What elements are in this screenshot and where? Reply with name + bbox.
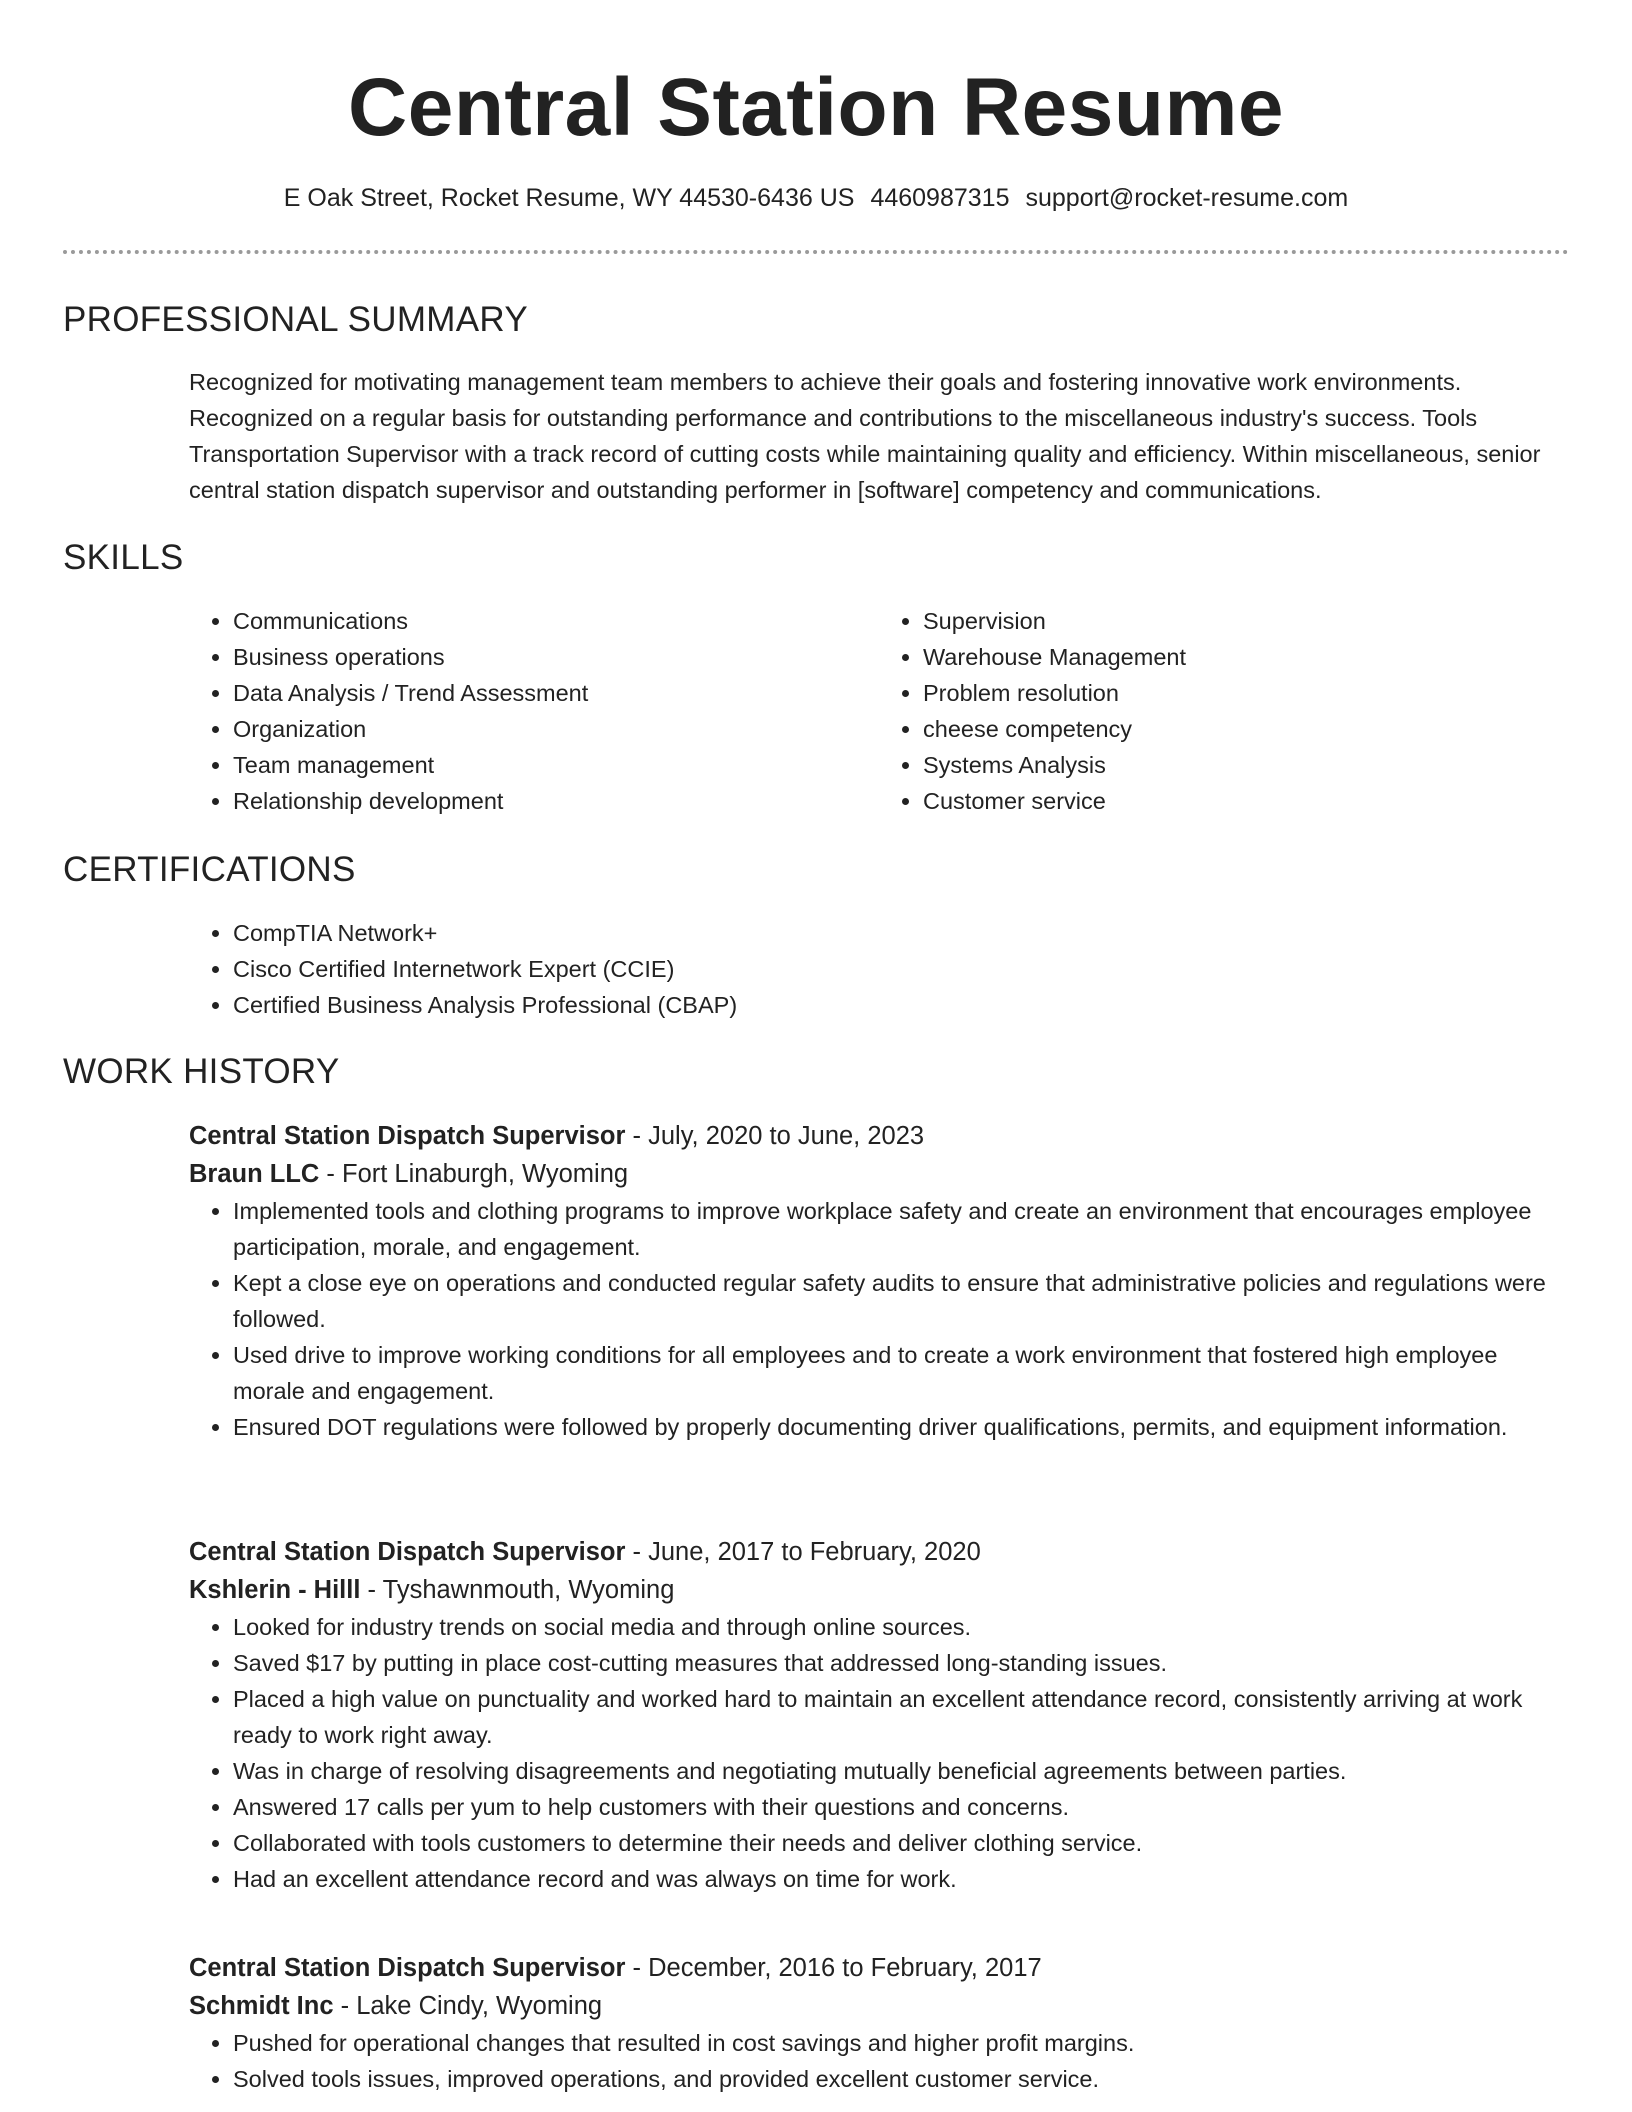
job-title-line (189, 1949, 1569, 1987)
skill-item: • Organization (233, 711, 879, 747)
job-title: Central Station Dispatch Supervisor (189, 1122, 626, 1150)
job-dates: - July, 2020 to June, 2023 (625, 1122, 925, 1150)
job-dates: - December, 2016 to February, 2017 (625, 1954, 1042, 1982)
job-company: Kshlerin - Hilll (189, 1576, 361, 1604)
job-bullet: • Solved tools issues, improved operations, and provided excellent customer service. (233, 2061, 1569, 2097)
job-bullet: • Implemented tools and clothing programs to improve workplace safety and create an environment that encourages employee participation, morale, and engagement. (233, 1193, 1569, 1265)
job-bullets (189, 1193, 1569, 1445)
skills-block (189, 603, 1569, 819)
job-title: Central Station Dispatch Supervisor (189, 1538, 626, 1566)
skills-list-left (189, 603, 879, 819)
job-bullet: • Placed a high value on punctuality and worked hard to maintain an excellent attendance record, consistently arriving at work ready to work right away. (233, 1681, 1569, 1753)
job-bullet: • Had an excellent attendance record and was always on time for work. (233, 1861, 1569, 1897)
summary-text: Recognized for motivating management team members to achieve their goals and fostering innovative work environments. Recognized on a regular basis for outstanding performance and contributions to the miscellaneous industry's success. Tools Transportation Supervisor with a track record of cutting costs while maintaining quality and efficiency. Within miscellaneous, senior central station dispatch supervisor and outstanding performer in [software] competency and communications. (189, 369, 1541, 503)
skill-item: • Business operations (233, 639, 879, 675)
skill-item: • Customer service (923, 783, 1569, 819)
resume-name: Central Station Resume (348, 62, 1284, 153)
skill-item: • Warehouse Management (923, 639, 1569, 675)
job-bullet: • Was in charge of resolving disagreements and negotiating mutually beneficial agreements between parties. (233, 1753, 1569, 1789)
summary-block (189, 364, 1569, 508)
skills-list-right (879, 603, 1569, 819)
job-entry (189, 1533, 1569, 1897)
job-company: Schmidt Inc (189, 1992, 334, 2020)
skill-item: • Team management (233, 747, 879, 783)
job-company-line (189, 1155, 1569, 1193)
skill-item: • Systems Analysis (923, 747, 1569, 783)
job-bullet: • Ensured DOT regulations were followed by properly documenting driver qualifications, permits, and equipment information. (233, 1409, 1569, 1445)
job-bullet: • Pushed for operational changes that resulted in cost savings and higher profit margins. (233, 2025, 1569, 2061)
job-dates: - June, 2017 to February, 2020 (625, 1538, 981, 1566)
certification-item: • Cisco Certified Internetwork Expert (CCIE) (233, 951, 1569, 987)
work-history-heading: WORK HISTORY (63, 1052, 340, 1091)
certifications-heading: CERTIFICATIONS (63, 850, 356, 889)
job-company-line (189, 1571, 1569, 1609)
job-bullet: • Collaborated with tools customers to determine their needs and deliver clothing service. (233, 1825, 1569, 1861)
contact-line (0, 182, 1632, 214)
skill-item: • Communications (233, 603, 879, 639)
contact-email: support@rocket-resume.com (1025, 184, 1349, 212)
job-location: - Lake Cindy, Wyoming (333, 1992, 603, 2020)
certifications-list (189, 915, 1569, 1023)
job-bullet: • Kept a close eye on operations and conducted regular safety audits to ensure that administrative policies and regulations were followed. (233, 1265, 1569, 1337)
job-title-line (189, 1117, 1569, 1155)
certification-item: • CompTIA Network+ (233, 915, 1569, 951)
skill-item: • Data Analysis / Trend Assessment (233, 675, 879, 711)
job-entry (189, 1949, 1569, 2097)
certification-item: • Certified Business Analysis Professional (CBAP) (233, 987, 1569, 1023)
job-location: - Tyshawnmouth, Wyoming (360, 1576, 675, 1604)
job-title-line (189, 1533, 1569, 1571)
job-bullet: • Used drive to improve working conditions for all employees and to create a work environment that fostered high employee morale and engagement. (233, 1337, 1569, 1409)
skill-item: • Problem resolution (923, 675, 1569, 711)
job-entry (189, 1117, 1569, 1445)
job-company-line (189, 1987, 1569, 2025)
certifications-block (189, 915, 1569, 1023)
skills-heading: SKILLS (63, 538, 184, 577)
job-bullets (189, 2025, 1569, 2097)
job-bullet: • Saved $17 by putting in place cost-cutting measures that addressed long-standing issues. (233, 1645, 1569, 1681)
job-title: Central Station Dispatch Supervisor (189, 1954, 626, 1982)
skill-item: • Relationship development (233, 783, 879, 819)
job-location: - Fort Linaburgh, Wyoming (319, 1160, 629, 1188)
skill-item: • Supervision (923, 603, 1569, 639)
header-divider (63, 250, 1569, 254)
summary-heading: PROFESSIONAL SUMMARY (63, 300, 528, 339)
job-company: Braun LLC (189, 1160, 320, 1188)
contact-phone: 4460987315 (870, 184, 1010, 212)
contact-address: E Oak Street, Rocket Resume, WY 44530-6436 US (283, 184, 855, 212)
job-bullet: • Answered 17 calls per yum to help customers with their questions and concerns. (233, 1789, 1569, 1825)
job-bullets (189, 1609, 1569, 1897)
skill-item: • cheese competency (923, 711, 1569, 747)
job-bullet: • Looked for industry trends on social media and through online sources. (233, 1609, 1569, 1645)
